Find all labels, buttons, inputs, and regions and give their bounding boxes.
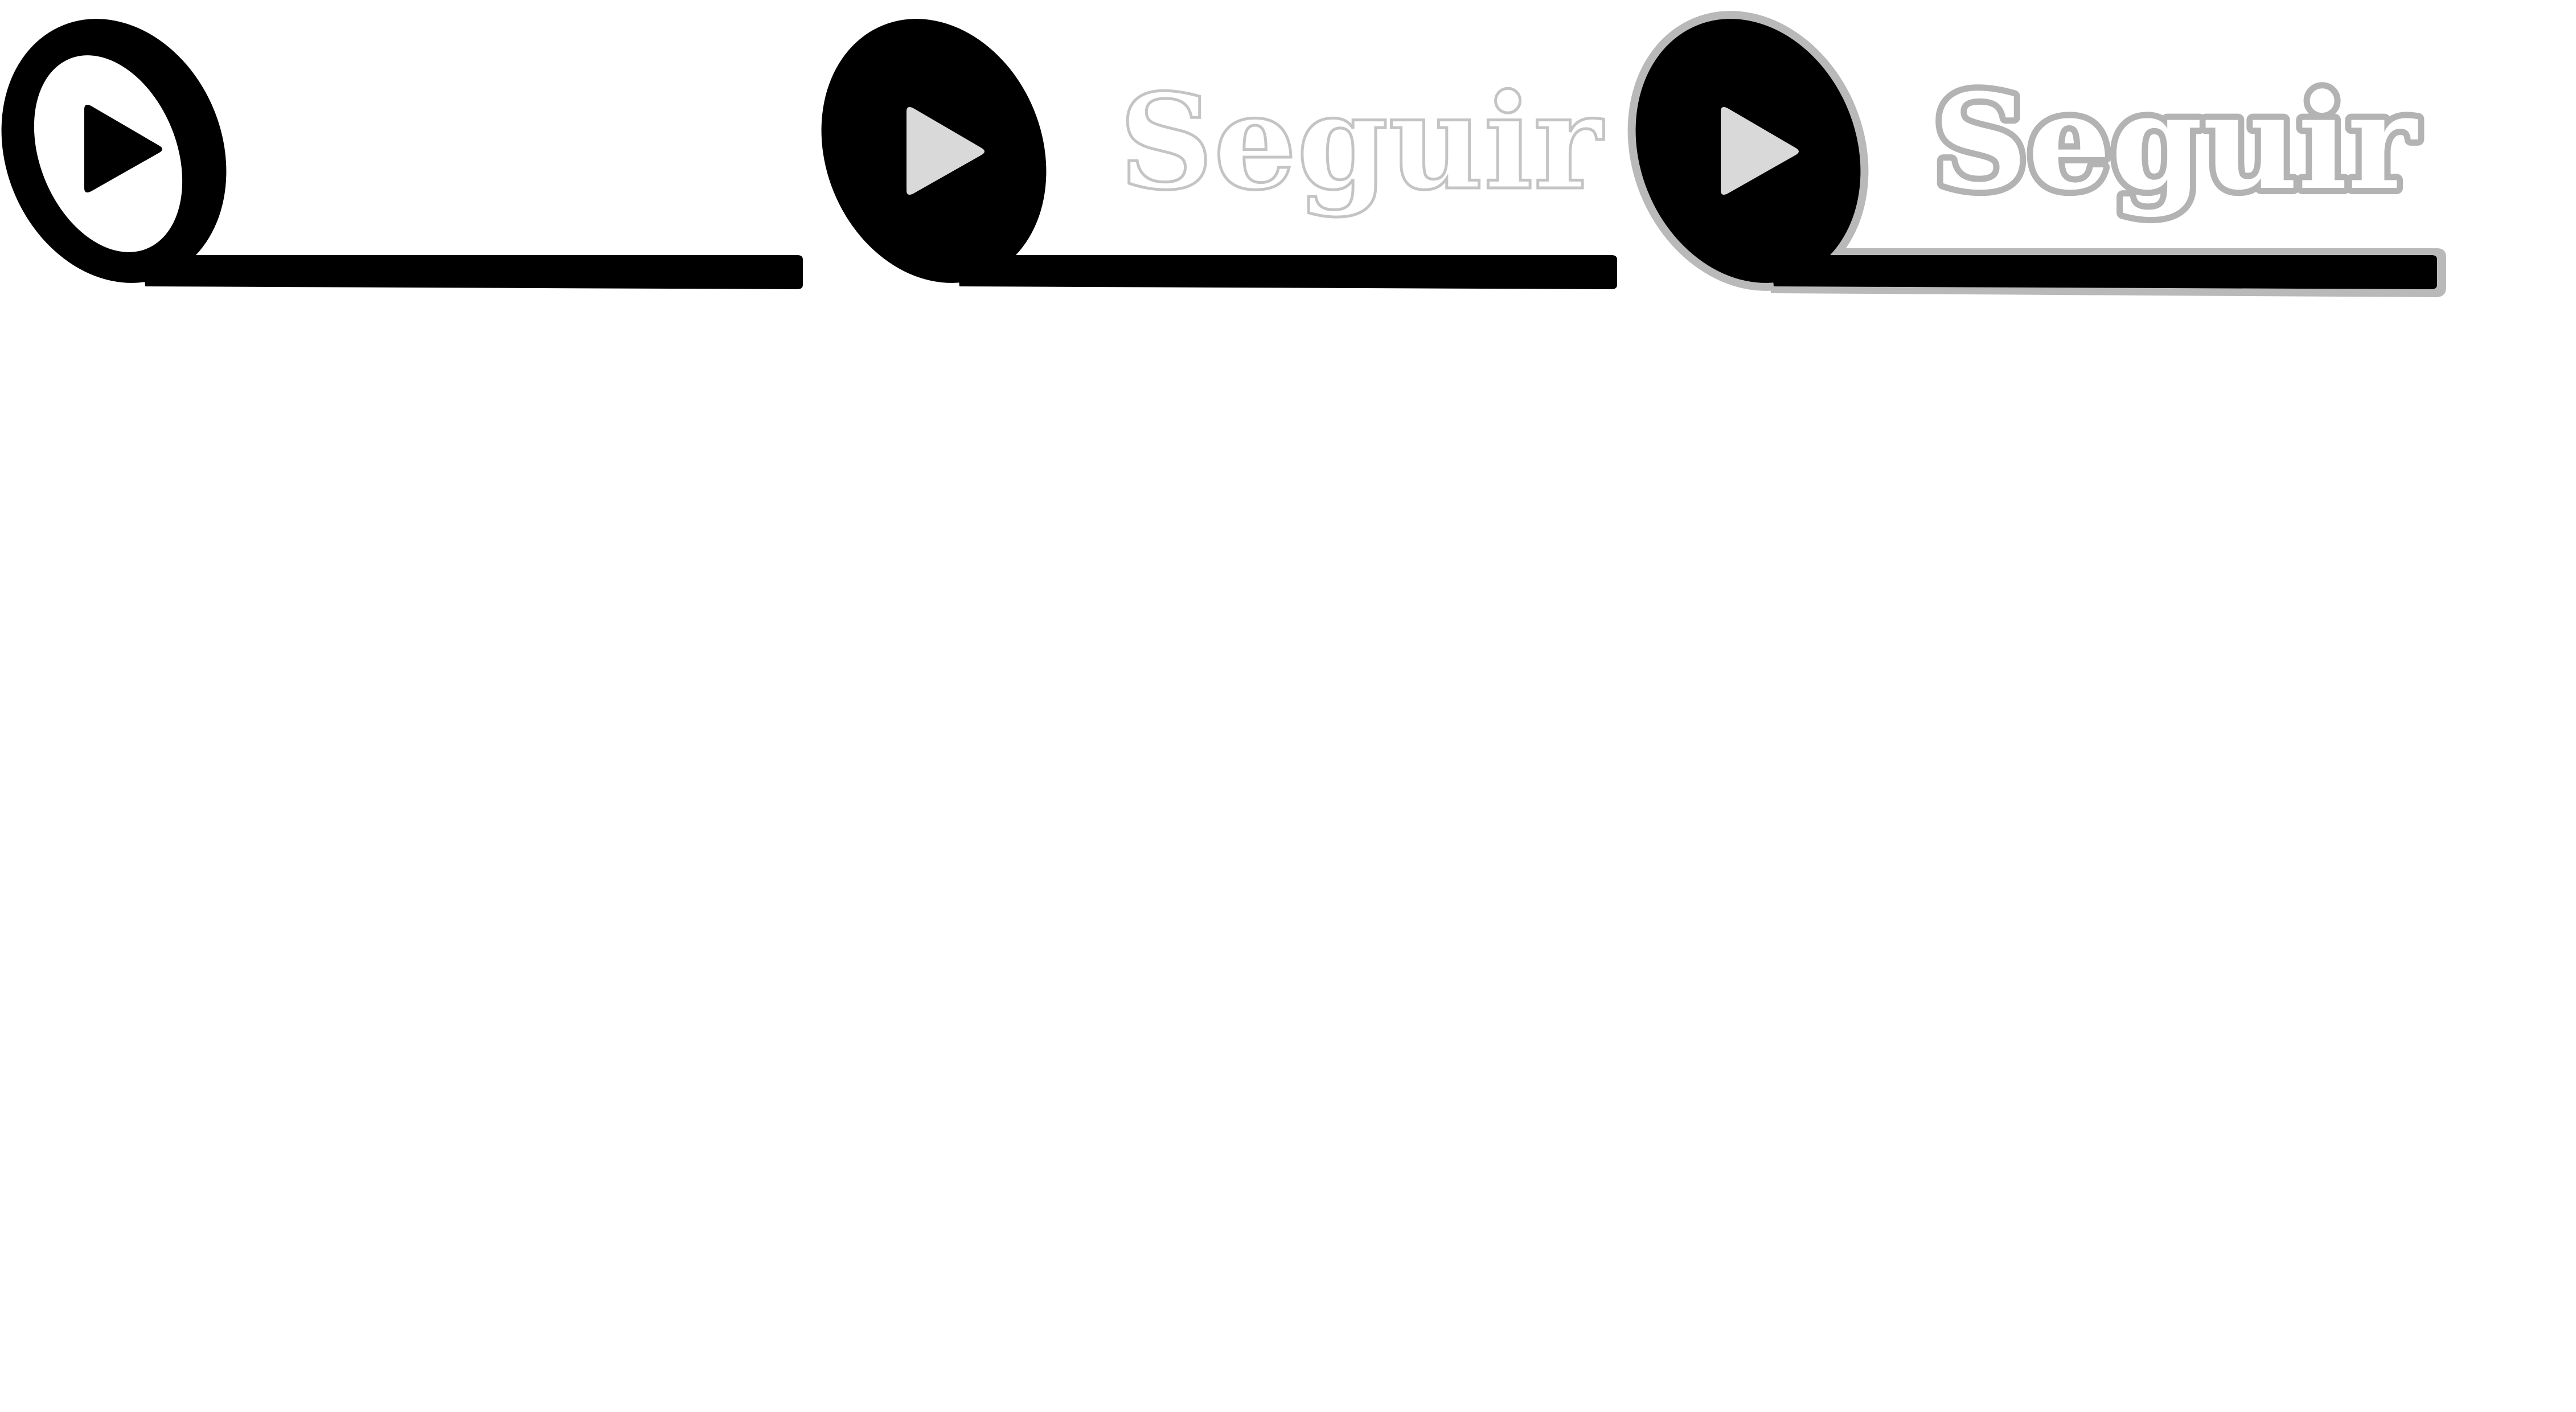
play-button-highlighted[interactable] bbox=[1634, 0, 2500, 319]
progress-bar bbox=[142, 255, 803, 289]
play-button-highlighted-graphic bbox=[1634, 0, 2500, 319]
progress-bar bbox=[957, 255, 1617, 289]
seguir-label: Seguir bbox=[1933, 65, 2417, 219]
play-button-outline-graphic bbox=[0, 0, 820, 319]
seguir-label: Seguir bbox=[1119, 65, 1603, 219]
progress-bar bbox=[1771, 255, 2437, 289]
play-button-filled-graphic bbox=[820, 0, 1640, 319]
play-button-outline[interactable] bbox=[0, 0, 820, 319]
play-button-filled[interactable] bbox=[820, 0, 1640, 319]
